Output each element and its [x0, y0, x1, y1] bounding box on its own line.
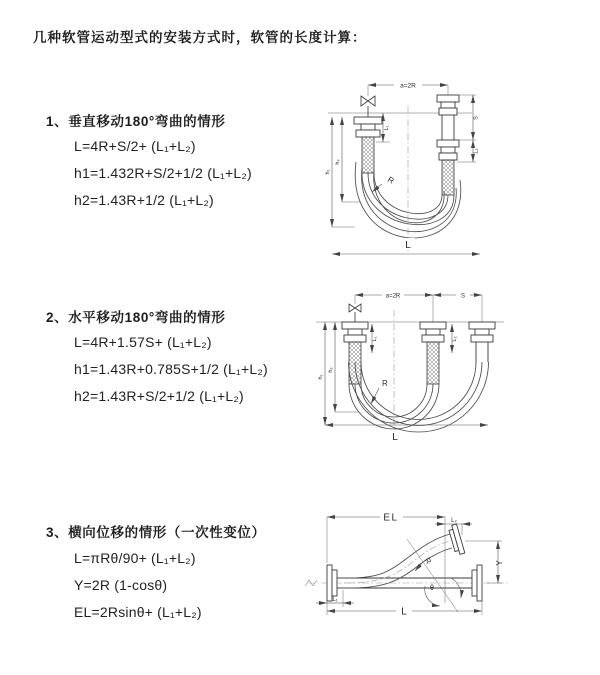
section-1-formula-h2: h2=1.43R+1/2 (L₁+L₂): [74, 192, 214, 208]
diagram-lateral-displacement: [300, 503, 600, 633]
dim-label-y: Y: [495, 560, 504, 566]
left-pipe-flange: [354, 117, 382, 173]
section-3-formula-Y: Y=2R (1-cosθ): [74, 577, 168, 593]
left-pipe-flange: [342, 322, 368, 384]
dim-label-h2: h₂: [335, 159, 341, 165]
dim-label-length: L: [405, 240, 411, 251]
section-2-formula-L: L=4R+1.57S+ (L₁+L₂): [74, 334, 212, 350]
dim-label-l1: L₁: [332, 597, 338, 603]
dim-label-length: L: [401, 606, 407, 618]
dim-label-h1: h₁: [325, 169, 331, 175]
dim-label-a2r: a=2R: [385, 293, 401, 300]
valve-icon: [349, 304, 361, 322]
radius-label: R: [386, 174, 396, 186]
dim-label-l2: L₂: [451, 518, 457, 524]
page-title: 几种软管运动型式的安装方式时，软管的长度计算：: [33, 30, 367, 45]
dim-label-el: EL: [383, 512, 399, 524]
dim-label-length: L: [392, 432, 398, 443]
section-3-formula-L: L=πRθ/90+ (L₁+L₂): [74, 550, 196, 566]
dim-label-l2: L₂: [473, 148, 480, 154]
right-pipe-flange: [437, 95, 459, 195]
dim-label-l1: L₁: [384, 125, 390, 131]
section-2-heading: 2、水平移动180°弯曲的情形: [46, 310, 226, 325]
dim-label-s: S: [473, 116, 480, 120]
diagram-horizontal-180-bend: [312, 282, 592, 467]
dim-label-l1: L₁: [372, 336, 378, 342]
section-1-formula-L: L=4R+S/2+ (L₁+L₂): [74, 138, 196, 154]
dim-label-l2: L₂: [452, 336, 458, 342]
section-3-formula-EL: EL=2Rsinθ+ (L₁+L₂): [74, 604, 202, 620]
section-1-formula-h1: h1=1.432R+S/2+1/2 (L₁+L₂): [74, 165, 252, 181]
dim-label-a2r: a=2R: [400, 82, 416, 90]
section-2-formula-h2: h2=1.43R+S/2+1/2 (L₁+L₂): [74, 388, 244, 404]
valve-icon: [361, 96, 375, 117]
section-1-heading: 1、垂直移动180°弯曲的情形: [46, 114, 226, 129]
middle-pipe-flange: [420, 322, 446, 384]
angle-label-theta: θ: [430, 585, 434, 592]
radius-label: R: [382, 379, 388, 388]
dim-label-s: S: [460, 293, 466, 300]
dim-label-h1: h₁: [318, 374, 324, 380]
dim-label-h2: h₂: [328, 367, 334, 373]
radius-construction-line: [407, 539, 458, 612]
right-pipe-flange: [469, 322, 495, 362]
radius-label: R: [422, 555, 434, 566]
section-3-heading: 3、横向位移的情形（一次性变位）: [46, 525, 266, 540]
diagram-vertical-180-bend: [310, 70, 590, 265]
section-2-formula-h1: h1=1.43R+0.785S+1/2 (L₁+L₂): [74, 361, 268, 377]
